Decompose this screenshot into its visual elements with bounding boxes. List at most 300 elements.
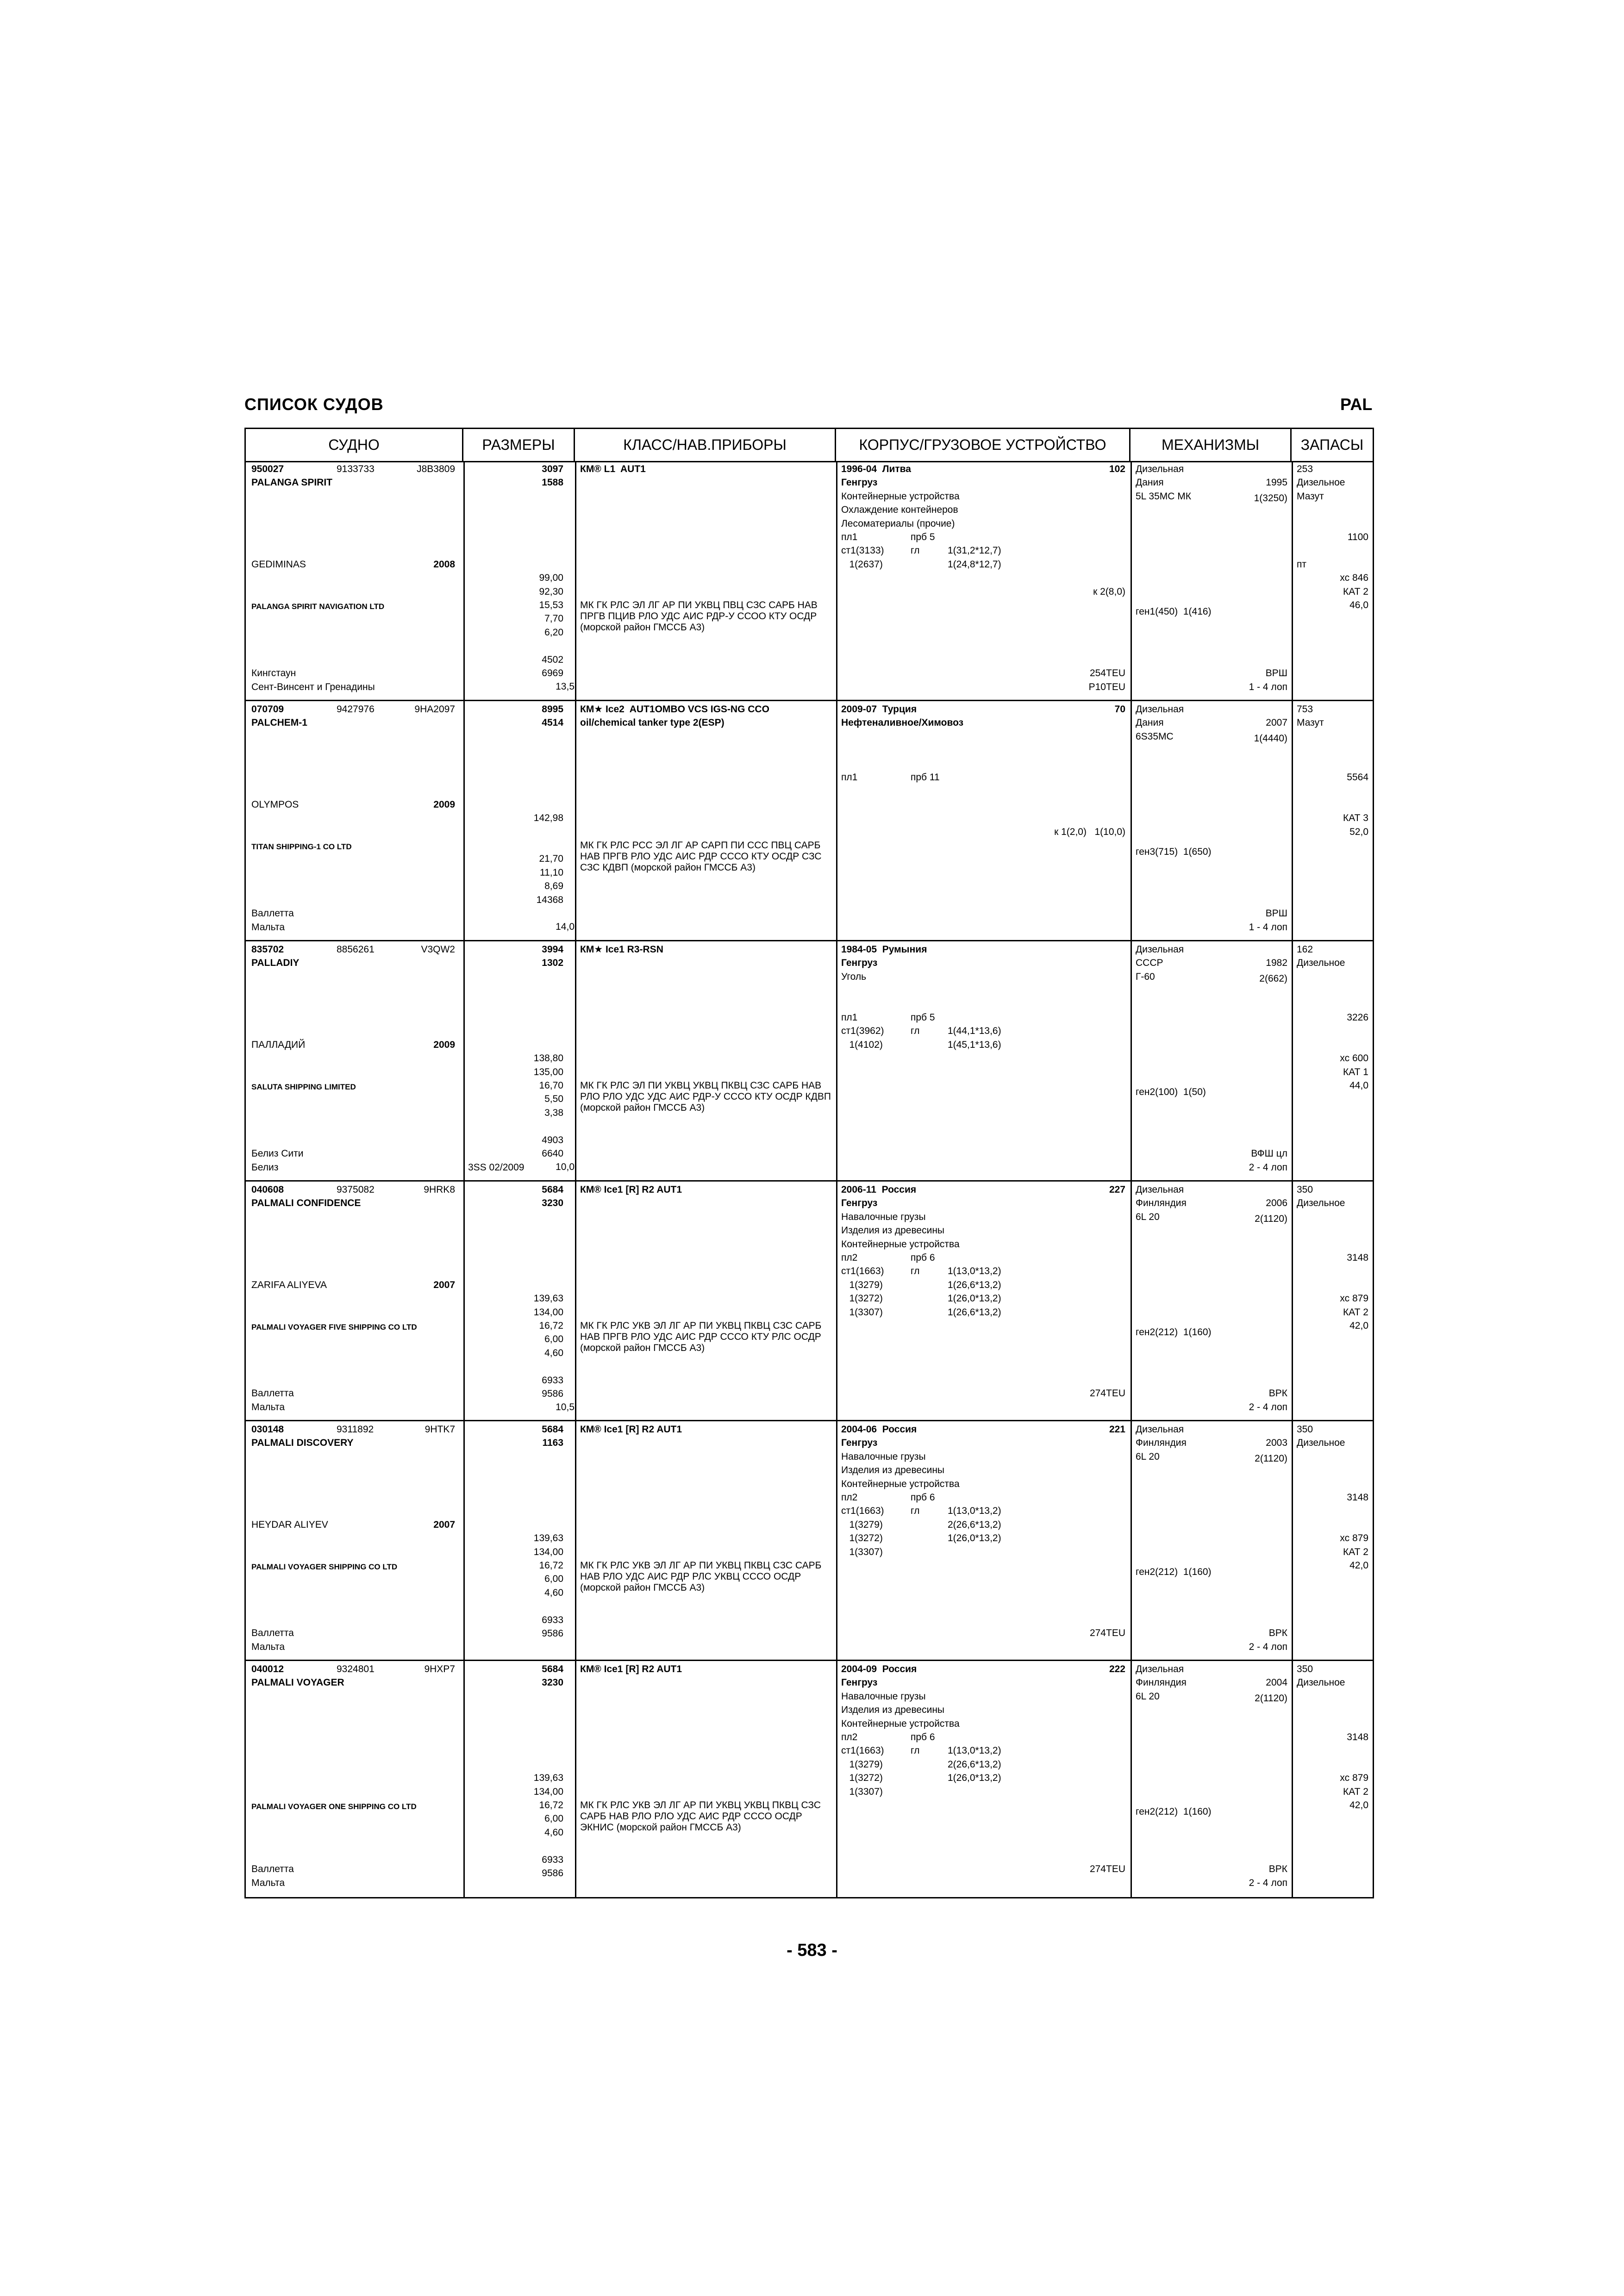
cargo-hatch-size: 1(26,6*13,2): [948, 1307, 1001, 1318]
cargo-hold: 1(4102): [841, 1039, 883, 1050]
supply-category: КАТ 2: [1343, 1307, 1368, 1318]
engine-year: 2004: [1266, 1677, 1287, 1688]
propeller-blades: 2 - 4 лоп: [1249, 1402, 1287, 1412]
column-divider: [836, 701, 837, 940]
registry-number: 040608: [251, 1184, 284, 1195]
ship-register-table: [244, 428, 1374, 1898]
column-divider: [836, 1421, 837, 1660]
supply-category: КАТ 3: [1343, 813, 1368, 824]
container-capacity: P10TEU: [1088, 682, 1125, 692]
propeller-type: ВРШ: [1265, 908, 1287, 919]
cargo-hold: 1(3279): [841, 1759, 883, 1770]
class-notation: КМ★ Ice2 AUT1OMBO VCS IGS-NG CCO: [580, 704, 769, 715]
column-divider: [1292, 941, 1293, 1180]
cargo-hold: пл2: [841, 1732, 858, 1742]
imo-number: 9427976: [337, 704, 375, 715]
dimension-value: 10,5: [556, 1402, 575, 1413]
dimension-value: 99,00: [539, 572, 563, 584]
generator-info: ген3(715) 1(650): [1136, 846, 1212, 857]
supply-fresh-water: 5564: [1347, 772, 1368, 783]
propeller-type: ВРШ: [1265, 668, 1287, 678]
column-divider: [836, 1661, 837, 1897]
registry-number: 070709: [251, 704, 284, 715]
column-header-machinery: МЕХАНИЗМЫ: [1131, 429, 1292, 461]
flag-state: Белиз: [251, 1162, 279, 1173]
dimension-value: 15,53: [539, 600, 563, 610]
build-year: 2008: [433, 559, 455, 570]
dimension-value: 8,69: [544, 881, 563, 892]
flag-note: 3SS 02/2009: [468, 1162, 525, 1173]
cargo-hold: пл1: [841, 1012, 858, 1023]
engine-year: 2006: [1266, 1198, 1287, 1209]
engine-type: Дизельная: [1136, 1184, 1184, 1195]
owner-name: PALMALI VOYAGER FIVE SHIPPING CO LTD: [251, 1323, 417, 1332]
hull-cargo-type: Контейнерные устройства: [841, 1718, 960, 1729]
dimension-value: 142,98: [533, 813, 563, 824]
column-divider: [1131, 1182, 1132, 1420]
dimension-value: 6933: [542, 1614, 563, 1625]
dimension-value: 6969: [542, 668, 563, 678]
cargo-hatch: прб 5: [911, 532, 935, 542]
hull-number: 222: [1109, 1664, 1125, 1674]
call-sign: 9HTK7: [425, 1424, 455, 1435]
dimension-value: 6,00: [544, 1813, 563, 1824]
engine-country: Финляндия: [1136, 1677, 1187, 1688]
engine-power: 2(1120): [1255, 1213, 1287, 1224]
former-name: ПАЛЛАДИЙ: [251, 1039, 306, 1050]
supply-category: 44,0: [1349, 1080, 1368, 1091]
dimension-value: 14,0: [556, 921, 575, 933]
engine-model: 6L 20: [1136, 1691, 1160, 1702]
cargo-hatch: гл: [911, 1745, 920, 1756]
engine-year: 2007: [1266, 717, 1287, 728]
engine-model: 6S35MC: [1136, 731, 1174, 742]
cargo-hold: 1(3272): [841, 1293, 883, 1304]
dimension-value: 1163: [542, 1437, 563, 1449]
crane-info: к 2(8,0): [1093, 586, 1125, 597]
dimension-value: 135,00: [533, 1066, 563, 1077]
cargo-hold: ст1(1663): [841, 1266, 884, 1277]
column-divider: [575, 1182, 576, 1420]
dimension-value: 6,00: [544, 1574, 563, 1585]
generator-info: ген2(212) 1(160): [1136, 1567, 1212, 1577]
class-notation-extra: oil/chemical tanker type 2(ESP): [580, 717, 725, 728]
dimension-value: 134,00: [533, 1786, 563, 1797]
column-divider: [1131, 461, 1132, 700]
engine-country: Финляндия: [1136, 1437, 1187, 1449]
flag-state: Сент-Винсент и Гренадины: [251, 682, 375, 692]
ship-record: [246, 1421, 1373, 1661]
supply-category: 42,0: [1349, 1560, 1368, 1571]
supply-category: 46,0: [1349, 600, 1368, 610]
hull-number: 70: [1114, 704, 1125, 715]
supply-category: хс 879: [1340, 1293, 1368, 1304]
supply-category: 42,0: [1349, 1800, 1368, 1811]
cargo-hold: 1(3279): [841, 1279, 883, 1290]
hull-build-info: 1984-05 Румыния: [841, 944, 927, 955]
call-sign: 9HRK8: [424, 1184, 455, 1195]
vessel-name: PALMALI VOYAGER: [251, 1677, 344, 1688]
imo-number: 9133733: [337, 464, 375, 474]
cargo-hatch-size: 1(26,0*13,2): [948, 1773, 1001, 1784]
supply-item: 253: [1297, 464, 1313, 474]
dimension-value: 7,70: [544, 613, 563, 624]
supply-category: КАТ 2: [1343, 586, 1368, 597]
column-divider: [463, 1182, 465, 1420]
port-of-registry: Валлетта: [251, 908, 294, 919]
engine-type: Дизельная: [1136, 944, 1184, 955]
cargo-hatch-size: 1(26,0*13,2): [948, 1293, 1001, 1304]
container-capacity: 274TEU: [1089, 1864, 1125, 1874]
propeller-type: ВРК: [1268, 1388, 1287, 1399]
cargo-hold: ст1(1663): [841, 1745, 884, 1756]
column-header-class: КЛАСС/НАВ.ПРИБОРЫ: [575, 429, 836, 461]
dimension-value: 6640: [542, 1148, 563, 1159]
dimension-value: 21,70: [539, 853, 563, 865]
engine-type: Дизельная: [1136, 464, 1184, 474]
dimension-value: 4502: [542, 654, 563, 665]
propeller-type: ВРК: [1268, 1864, 1287, 1874]
column-divider: [463, 701, 465, 940]
engine-power: 2(1120): [1255, 1453, 1287, 1464]
nav-equipment: МК ГК РЛС ЭЛ ПИ УКВЦ УКВЦ ПКВЦ СЗС САРБ НАВ РЛО РЛО УДС УДС АИС РДР-У СССО КТУ ОСДР КДВП (морской район ГМССБ А3): [580, 1080, 831, 1113]
page-title: СПИСОК СУДОВ: [244, 395, 384, 414]
dimension-value: 6933: [542, 1854, 563, 1865]
dimension-value: 5684: [542, 1664, 563, 1674]
dimension-value: 16,72: [539, 1320, 563, 1331]
ship-record: [246, 701, 1373, 941]
dimension-value: 3994: [542, 944, 563, 955]
hull-cargo-type: Лесоматериалы (прочие): [841, 518, 955, 529]
supply-item: Мазут: [1297, 717, 1324, 728]
imo-number: 9311892: [337, 1424, 374, 1435]
cargo-hatch: гл: [911, 1506, 920, 1517]
generator-info: ген2(212) 1(160): [1136, 1327, 1212, 1338]
column-divider: [1292, 461, 1293, 700]
propeller-blades: 2 - 4 лоп: [1249, 1642, 1287, 1652]
owner-name: SALUTA SHIPPING LIMITED: [251, 1083, 356, 1091]
column-header-dimensions: РАЗМЕРЫ: [463, 429, 575, 461]
cargo-hatch: гл: [911, 1026, 920, 1037]
column-divider: [1131, 1661, 1132, 1897]
cargo-hatch: гл: [911, 545, 920, 556]
owner-name: PALANGA SPIRIT NAVIGATION LTD: [251, 602, 385, 611]
engine-type: Дизельная: [1136, 1664, 1184, 1674]
cargo-hatch-size: 1(24,8*12,7): [948, 559, 1001, 570]
cargo-hatch-size: 1(26,6*13,2): [948, 1279, 1001, 1290]
engine-year: 2003: [1266, 1437, 1287, 1449]
cargo-hold: пл1: [841, 772, 858, 783]
vessel-name: PALCHEM-1: [251, 717, 307, 728]
dimension-value: 139,63: [533, 1533, 563, 1544]
owner-name: TITAN SHIPPING-1 CO LTD: [251, 842, 352, 851]
supply-category: хс 879: [1340, 1773, 1368, 1784]
container-capacity: 274TEU: [1089, 1388, 1125, 1399]
engine-country: Дания: [1136, 477, 1164, 488]
nav-equipment: МК ГК РЛС РСС ЭЛ ЛГ АР САРП ПИ ССС ПВЦ САРБ НАВ ПРГВ РЛО УДС АИС РДР СССО КТУ ОСДР СЗС СЗС КДВП (морской район ГМССБ А3): [580, 840, 822, 873]
dimension-value: 5684: [542, 1424, 563, 1435]
dimension-value: 5684: [542, 1184, 563, 1195]
supply-category: КАТ 2: [1343, 1786, 1368, 1797]
cargo-hold: 1(3272): [841, 1533, 883, 1544]
cargo-hatch-size: 1(13,0*13,2): [948, 1266, 1001, 1277]
dimension-value: 9586: [542, 1868, 563, 1879]
supply-fresh-water: 3226: [1347, 1012, 1368, 1023]
vessel-name: PALMALI CONFIDENCE: [251, 1198, 361, 1209]
column-header-hull: КОРПУС/ГРУЗОВОЕ УСТРОЙСТВО: [836, 429, 1131, 461]
propeller-blades: 1 - 4 лоп: [1249, 682, 1287, 692]
call-sign: J8B3809: [417, 464, 455, 474]
container-capacity: 254TEU: [1089, 668, 1125, 678]
port-of-registry: Валлетта: [251, 1628, 294, 1638]
dimension-value: 4903: [542, 1134, 563, 1145]
dimension-value: 14368: [536, 894, 563, 905]
cargo-hatch-size: 1(31,2*12,7): [948, 545, 1001, 556]
propeller-blades: 2 - 4 лоп: [1249, 1878, 1287, 1888]
dimension-value: 138,80: [533, 1053, 563, 1064]
engine-country: СССР: [1136, 958, 1163, 969]
supply-item: 753: [1297, 704, 1313, 715]
column-divider: [575, 701, 576, 940]
cargo-hold: 1(3307): [841, 1786, 883, 1797]
dimension-value: 5,50: [544, 1094, 563, 1105]
engine-model: 6L 20: [1136, 1211, 1160, 1222]
engine-model: 5L 35MC МК: [1136, 491, 1191, 502]
former-name: OLYMPOS: [251, 799, 299, 810]
cargo-hold: 1(2637): [841, 559, 883, 570]
cargo-hatch-size: 2(26,6*13,2): [948, 1519, 1001, 1530]
hull-cargo-type: Изделия из древесины: [841, 1225, 945, 1236]
column-divider: [575, 941, 576, 1180]
propeller-blades: 1 - 4 лоп: [1249, 922, 1287, 933]
column-header-vessel: СУДНО: [246, 429, 463, 461]
page-number: - 583 -: [787, 1941, 837, 1960]
column-header-supplies: ЗАПАСЫ: [1300, 436, 1364, 453]
dimension-value: 16,70: [539, 1080, 563, 1091]
hull-cargo-type: Генгруз: [841, 1677, 878, 1688]
hull-build-info: 2006-11 Россия: [841, 1184, 917, 1195]
nav-equipment: МК ГК РЛС УКВ ЭЛ ЛГ АР ПИ УКВЦ УКВЦ ПКВЦ СЗС САРБ НАВ РЛО РЛО УДС АИС РДР СССО ОСДР ЭКНИС (морской район ГМССБ А3): [580, 1800, 821, 1833]
supply-item: 162: [1297, 944, 1313, 955]
engine-year: 1982: [1266, 958, 1287, 969]
hull-cargo-type: Изделия из древесины: [841, 1705, 945, 1716]
engine-power: 1(3250): [1254, 492, 1287, 504]
supply-category: 42,0: [1349, 1320, 1368, 1331]
ship-record: [246, 461, 1373, 701]
cargo-hold: пл1: [841, 532, 858, 542]
engine-power: 2(1120): [1255, 1692, 1287, 1704]
cargo-hatch-size: 1(44,1*13,6): [948, 1026, 1001, 1037]
supply-unit: пт: [1297, 559, 1306, 570]
dimension-value: 4,60: [544, 1827, 563, 1838]
cargo-hold: пл2: [841, 1252, 858, 1263]
cargo-hatch: прб 6: [911, 1492, 935, 1503]
hull-cargo-type: Навалочные грузы: [841, 1211, 926, 1222]
column-divider: [463, 941, 465, 1180]
column-divider: [575, 1421, 576, 1660]
former-name: GEDIMINAS: [251, 559, 306, 570]
column-divider: [1131, 941, 1132, 1180]
hull-cargo-type: Контейнерные устройства: [841, 1238, 960, 1250]
cargo-hatch: прб 11: [911, 772, 940, 783]
engine-country: Финляндия: [1136, 1198, 1187, 1209]
build-year: 2007: [433, 1519, 455, 1530]
hull-cargo-type: Генгруз: [841, 1437, 878, 1449]
dimension-value: 9586: [542, 1628, 563, 1639]
hull-cargo-type: Контейнерные устройства: [841, 491, 960, 502]
supply-category: хс 600: [1340, 1053, 1368, 1064]
column-divider: [1292, 1421, 1293, 1660]
propeller-type: ВРК: [1268, 1628, 1287, 1638]
build-year: 2007: [433, 1279, 455, 1290]
dimension-value: 3097: [542, 464, 563, 474]
supply-fresh-water: 1100: [1347, 532, 1368, 542]
vessel-name: PALANGA SPIRIT: [251, 477, 333, 488]
imo-number: 9375082: [337, 1184, 375, 1195]
hull-cargo-type: Навалочные грузы: [841, 1691, 926, 1702]
ship-record: [246, 941, 1373, 1182]
supply-fresh-water: 3148: [1347, 1732, 1368, 1742]
former-name: HEYDAR ALIYEV: [251, 1519, 328, 1530]
column-divider: [575, 1661, 576, 1897]
supply-category: КАТ 2: [1343, 1546, 1368, 1557]
dimension-value: 4,60: [544, 1587, 563, 1598]
former-name: ZARIFA ALIYEVA: [251, 1279, 327, 1290]
dimension-value: 139,63: [533, 1773, 563, 1784]
hull-number: 102: [1109, 464, 1125, 474]
cargo-hatch: гл: [911, 1266, 920, 1277]
hull-number: 227: [1109, 1184, 1125, 1195]
hull-cargo-type: Генгруз: [841, 1198, 878, 1209]
cargo-hold: 1(3307): [841, 1546, 883, 1557]
cargo-hold: 1(3272): [841, 1773, 883, 1784]
cargo-hatch: прб 6: [911, 1732, 935, 1742]
flag-state: Мальта: [251, 1402, 285, 1412]
supply-category: 52,0: [1349, 826, 1368, 837]
hull-cargo-type: Генгруз: [841, 958, 878, 969]
dimension-value: 1302: [542, 958, 563, 969]
engine-power: 2(662): [1259, 973, 1287, 984]
port-of-registry: Валлетта: [251, 1864, 294, 1874]
table-header: [246, 429, 1373, 462]
build-year: 2009: [433, 799, 455, 810]
dimension-value: 13,5: [556, 681, 575, 692]
dimension-value: 1588: [542, 477, 563, 488]
dimension-value: 10,0: [556, 1162, 575, 1173]
column-divider: [463, 1421, 465, 1660]
owner-name: PALMALI VOYAGER SHIPPING CO LTD: [251, 1562, 398, 1571]
hull-cargo-type: Контейнерные устройства: [841, 1478, 960, 1489]
engine-model: 6L 20: [1136, 1451, 1160, 1462]
dimension-value: 11,10: [540, 867, 563, 878]
port-of-registry: Валлетта: [251, 1388, 294, 1399]
registry-number: 040012: [251, 1664, 284, 1674]
supply-item: Дизельное: [1297, 1437, 1345, 1449]
column-divider: [575, 461, 576, 700]
generator-info: ген2(100) 1(50): [1136, 1087, 1206, 1097]
supply-fresh-water: 3148: [1347, 1492, 1368, 1503]
supply-item: Мазут: [1297, 491, 1324, 502]
hull-build-info: 2009-07 Турция: [841, 704, 917, 715]
class-notation: КМ® Ice1 [R] R2 AUT1: [580, 1184, 682, 1195]
ship-record: [246, 1182, 1373, 1421]
page-code: PAL: [1340, 395, 1373, 414]
cargo-hatch-size: 1(45,1*13,6): [948, 1039, 1001, 1050]
nav-equipment: МК ГК РЛС ЭЛ ЛГ АР ПИ УКВЦ ПВЦ СЗС САРБ НАВ ПРГВ ПЦИВ РЛО УДС АИС РДР-У ССОО КТУ ОСДР (морской район ГМССБ А3): [580, 600, 818, 633]
port-of-registry: Кингстаун: [251, 668, 296, 678]
engine-model: Г-60: [1136, 971, 1155, 982]
dimension-value: 3230: [542, 1677, 563, 1688]
propeller-type: ВФШ цл: [1251, 1148, 1287, 1159]
cargo-hatch-size: 2(26,6*13,2): [948, 1759, 1001, 1770]
dimension-value: 4,60: [544, 1347, 563, 1358]
dimension-value: 139,63: [533, 1293, 563, 1304]
engine-type: Дизельная: [1136, 1424, 1184, 1435]
cargo-hatch: прб 6: [911, 1252, 935, 1263]
column-divider: [1292, 701, 1293, 940]
call-sign: 9HA2097: [414, 704, 455, 715]
supply-item: 350: [1297, 1184, 1313, 1195]
cargo-hatch-size: 1(13,0*13,2): [948, 1506, 1001, 1517]
class-notation: КМ★ Ice1 R3-RSN: [580, 944, 663, 955]
call-sign: 9HXP7: [424, 1664, 455, 1674]
dimension-value: 16,72: [539, 1560, 563, 1571]
dimension-value: 92,30: [539, 586, 563, 597]
registry-number: 950027: [251, 464, 284, 474]
dimension-value: 8995: [542, 704, 563, 715]
column-divider: [836, 941, 837, 1180]
cargo-hold: ст1(3133): [841, 545, 884, 556]
ship-record: [246, 1661, 1373, 1897]
hull-cargo-type: Изделия из древесины: [841, 1465, 945, 1476]
generator-info: ген2(212) 1(160): [1136, 1806, 1212, 1817]
flag-state: Мальта: [251, 922, 285, 933]
dimension-value: 134,00: [533, 1546, 563, 1557]
cargo-hold: 1(3307): [841, 1307, 883, 1318]
imo-number: 8856261: [337, 944, 375, 955]
registry-number: 030148: [251, 1424, 284, 1435]
engine-power: 1(4440): [1254, 733, 1287, 744]
column-divider: [1131, 701, 1132, 940]
hull-cargo-type: Уголь: [841, 971, 867, 982]
call-sign: V3QW2: [421, 944, 455, 955]
column-divider: [1131, 1421, 1132, 1660]
supply-item: 350: [1297, 1664, 1313, 1674]
nav-equipment: МК ГК РЛС УКВ ЭЛ ЛГ АР ПИ УКВЦ ПКВЦ СЗС САРБ НАВ РЛО УДС АИС РДР РЛС УКВЦ СССО ОСДР (морской район ГМССБ А3): [580, 1560, 822, 1593]
class-notation: КМ® L1 AUT1: [580, 464, 646, 474]
hull-build-info: 2004-06 Россия: [841, 1424, 917, 1435]
owner-name: PALMALI VOYAGER ONE SHIPPING CO LTD: [251, 1802, 417, 1811]
vessel-name: PALLADIY: [251, 958, 300, 969]
hull-cargo-type: Генгруз: [841, 477, 878, 488]
column-divider: [836, 461, 837, 700]
build-year: 2009: [433, 1039, 455, 1050]
engine-country: Дания: [1136, 717, 1164, 728]
hull-build-info: 1996-04 Литва: [841, 464, 911, 474]
dimension-value: 3,38: [544, 1107, 563, 1118]
generator-info: ген1(450) 1(416): [1136, 606, 1212, 617]
dimension-value: 3230: [542, 1198, 563, 1209]
dimension-value: 6933: [542, 1375, 563, 1386]
supply-category: хс 879: [1340, 1533, 1368, 1544]
registry-number: 835702: [251, 944, 284, 955]
flag-state: Мальта: [251, 1642, 285, 1652]
cargo-hatch-size: 1(26,0*13,2): [948, 1533, 1001, 1544]
imo-number: 9324801: [337, 1664, 375, 1674]
cargo-hatch: прб 5: [911, 1012, 935, 1023]
dimension-value: 4514: [542, 717, 563, 728]
supply-item: 350: [1297, 1424, 1313, 1435]
